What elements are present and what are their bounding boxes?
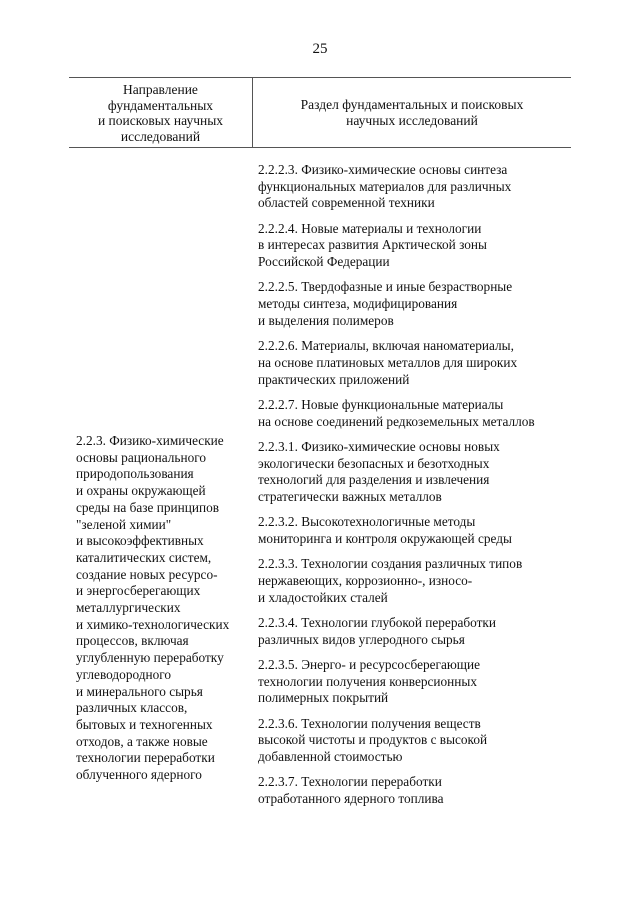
section-entry-2-2-3-7 [258,774,578,807]
direction-line: углеводородного [76,666,172,682]
direction-line: и минерального сырья [76,683,203,699]
section-entry-2-2-2-5 [258,279,578,329]
header-left-text [98,82,223,144]
direction-line: "зеленой химии" [76,516,172,532]
direction-line: каталитических систем, [76,549,212,565]
entry-line: функциональных материалов для различных [258,178,512,194]
entry-line: полимерных покрытий [258,690,389,706]
entry-line: технологии получения конверсионных [258,673,477,689]
header-right-line: Раздел фундаментальных и поисковых [300,96,524,112]
entry-line: и выделения полимеров [258,312,394,328]
header-right-line: научных исследований [346,112,478,128]
direction-line: различных классов, [76,700,188,716]
header-right-cell [253,78,571,147]
entry-line: областей современной техники [258,195,435,211]
entry-line: нержавеющих, коррозионно-, износо- [258,572,473,588]
section-entry-2-2-2-4 [258,221,578,271]
direction-line: углубленную переработку [76,650,224,666]
entry-line: 2.2.3.2. Высокотехнологичные методы [258,514,476,530]
direction-line: основы рационального [76,449,206,465]
header-left-line: Направление [123,82,198,97]
header-left-line: фундаментальных [107,97,214,113]
header-left-cell [69,78,253,147]
entry-line: отработанного ядерного топлива [258,791,444,807]
entry-line: высокой чистоты и продуктов с высокой [258,732,488,748]
entry-line: 2.2.3.3. Технологии создания различных типов [258,556,523,572]
entry-line: стратегически важных металлов [258,488,442,504]
section-entry-2-2-2-7 [258,397,578,430]
entry-line: экологически безопасных и безотходных [258,455,490,471]
entry-line: 2.2.3.4. Технологии глубокой переработки [258,614,497,630]
direction-line: металлургических [76,600,181,616]
entry-line: 2.2.3.7. Технологии переработки [258,774,442,790]
entry-line: методы синтеза, модифицирования [258,296,458,312]
entry-line: технологий для разделения и извлечения [258,472,490,488]
direction-entry-2-2-3 [76,433,256,784]
direction-line: и охраны окружающей [76,483,206,499]
direction-column [76,433,256,784]
section-entry-2-2-3-3 [258,556,578,606]
entry-line: 2.2.2.7. Новые функциональные материалы [258,396,504,412]
direction-line: отходов, а также новые [76,733,208,749]
entry-line: на основе соединений редкоземельных металлов [258,413,535,429]
header-left-line: и поисковых научных [97,113,224,128]
direction-line: создание новых ресурсо- [76,566,218,582]
entry-line: 2.2.2.4. Новые материалы и технологии [258,220,482,236]
direction-line: среды на базе принципов [76,499,220,515]
entry-line: в интересах развития Арктической зоны [258,237,487,253]
entry-line: 2.2.2.6. Материалы, включая наноматериалы, [258,338,514,354]
entry-line: 2.2.3.5. Энерго- и ресурсосберегающие [258,656,481,672]
entry-line: 2.2.2.3. Физико-химические основы синтеза [258,162,508,177]
entry-line: 2.2.3.6. Технологии получения веществ [258,715,481,731]
page-number: 25 [312,41,328,57]
direction-line: технологии переработки [76,750,215,766]
direction-line: 2.2.3. Физико-химические [76,433,224,448]
entry-line: добавленной стоимостью [258,749,403,765]
entry-line: мониторинга и контроля окружающей среды [258,530,512,546]
direction-line: бытовых и техногенных [76,716,213,732]
entry-line: и хладостойких сталей [258,589,388,605]
header-left-line: исследований [120,128,201,144]
entry-line: Российской Федерации [258,254,390,270]
section-entry-2-2-3-5 [258,657,578,707]
table-header [69,77,571,148]
entry-line: на основе платиновых металлов для широких [258,354,518,370]
section-entry-2-2-3-6 [258,716,578,766]
entry-line: 2.2.3.1. Физико-химические основы новых [258,438,500,454]
entry-line: различных видов углеродного сырья [258,631,465,647]
direction-line: и химико-технологических [76,616,230,632]
section-entry-2-2-3-1 [258,439,578,506]
direction-line: процессов, включая [76,633,189,649]
section-entry-2-2-3-2 [258,514,578,547]
entry-line: 2.2.2.5. Твердофазные и иные безрастворные [258,279,513,295]
section-entry-2-2-2-3 [258,162,578,212]
direction-line: и высокоэффективных [76,533,204,549]
section-entry-2-2-3-4 [258,615,578,648]
section-entry-2-2-2-6 [258,338,578,388]
header-right-text [301,97,524,129]
direction-line: природопользования [76,466,194,482]
direction-line: и энергосберегающих [76,583,201,599]
direction-line: облученного ядерного [76,767,202,783]
section-column [258,162,578,816]
entry-line: практических приложений [258,371,410,387]
